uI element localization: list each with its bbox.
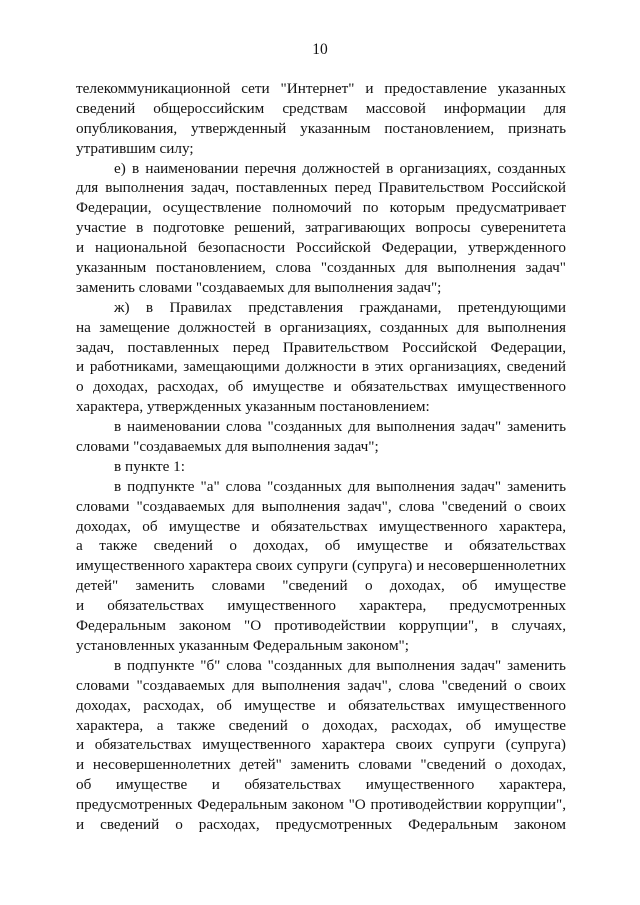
- text-line: и национальной безопасности Российской Федерации, утвержденного: [76, 239, 566, 257]
- text-line: доходах, расходах, об имуществе и обязательствах имущественного: [76, 696, 566, 714]
- text-line: имущественного характера своих супруги (супруга) и несовершеннолетних: [76, 557, 566, 575]
- text-line: и обязательствах имущественного характера своих супруги (супруга): [76, 736, 566, 754]
- text-line: характера, а также сведений о доходах, расходах, об имуществе: [76, 716, 566, 734]
- text-line: в пункте 1:: [114, 457, 185, 475]
- text-line: словами "создаваемых для выполнения задач", слова "сведений о своих: [76, 497, 566, 515]
- text-line: в подпункте "б" слова "созданных для выполнения задач" заменить: [114, 656, 566, 674]
- text-line: а также сведений о доходах, об имуществе и обязательствах: [76, 537, 566, 555]
- text-line: сведений общероссийским средствам массовой информации для: [76, 99, 566, 117]
- text-line: словами "создаваемых для выполнения задач", слова "сведений о своих: [76, 676, 566, 694]
- text-line: и работниками, замещающими должности в этих организациях, сведений: [76, 358, 566, 376]
- text-line: Федерации, осуществление полномочий по которым предусматривает: [76, 199, 566, 217]
- text-line: утратившим силу;: [76, 139, 194, 157]
- text-line: Федеральным законом "О противодействии коррупции", в случаях,: [76, 617, 566, 635]
- text-line: заменить словами "создаваемых для выполнения задач";: [76, 278, 442, 296]
- text-line: и обязательствах имущественного характера, предусмотренных: [76, 597, 566, 615]
- text-line: в наименовании слова "созданных для выполнения задач" заменить: [114, 418, 566, 436]
- text-line: в подпункте "а" слова "созданных для выполнения задач" заменить: [114, 477, 566, 495]
- text-line: и несовершеннолетних детей" заменить словами "сведений о доходах,: [76, 756, 566, 774]
- text-line: задач, поставленных перед Правительством Российской Федерации,: [76, 338, 566, 356]
- text-line: детей" заменить словами "сведений о доходах, об имуществе: [76, 577, 566, 595]
- text-line: ж) в Правилах представления гражданами, претендующими: [114, 298, 566, 316]
- text-line: установленных указанным Федеральным законом";: [76, 636, 409, 654]
- text-line: опубликования, утвержденный указанным постановлением, признать: [76, 119, 566, 137]
- document-body: [76, 79, 566, 835]
- text-line: указанным постановлением, слова "созданных для выполнения задач": [76, 259, 566, 277]
- text-line: предусмотренных Федеральным законом "О противодействии коррупции",: [76, 796, 566, 814]
- text-line: на замещение должностей в организациях, созданных для выполнения: [76, 318, 566, 336]
- text-line: доходах, об имуществе и обязательствах имущественного характера,: [76, 517, 566, 535]
- text-line: для выполнения задач, поставленных перед Правительством Российской: [76, 179, 566, 197]
- text-line: и сведений о расходах, предусмотренных Федеральным законом: [76, 815, 566, 833]
- text-line: телекоммуникационной сети "Интернет" и предоставление указанных: [76, 80, 566, 97]
- text-line: е) в наименовании перечня должностей в организациях, созданных: [114, 159, 566, 177]
- page-number: 10: [312, 41, 328, 58]
- text-line: словами "создаваемых для выполнения задач";: [76, 438, 379, 456]
- text-line: характера, утвержденных указанным постановлением:: [76, 398, 430, 416]
- text-line: участие в подготовке решений, затрагивающих вопросы суверенитета: [76, 219, 566, 237]
- text-line: о доходах, расходах, об имуществе и обязательствах имущественного: [76, 378, 566, 396]
- text-line: об имуществе и обязательствах имущественного характера,: [76, 776, 566, 794]
